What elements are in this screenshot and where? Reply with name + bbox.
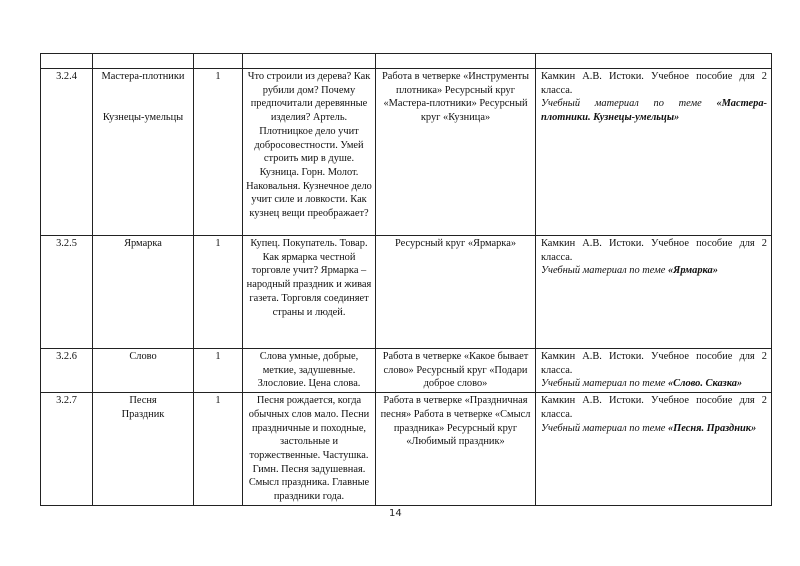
- lesson-literature: [536, 393, 772, 506]
- lesson-content: Песня рождается, когда обычных слов мало. Песни праздничные и походные, застольные и торжественные. Частушка. Гимн. Песня задушевная. Смысл праздника. Главные праздники года.: [243, 393, 376, 506]
- empty-cell: [243, 54, 376, 69]
- literature-source: Камкин А.В. Истоки. Учебное пособие для 2 класса.: [541, 238, 767, 263]
- lesson-content: Купец. Покупатель. Товар. Как ярмарка честной торговле учит? Ярмарка – народный праздник и живая газета. Торговля соединяет страны и людей.: [243, 236, 376, 349]
- lesson-title-line: Праздник: [121, 408, 165, 420]
- table-row: [41, 393, 772, 506]
- literature-source: Камкин А.В. Истоки. Учебное пособие для 2 класса.: [541, 71, 767, 96]
- literature-material-prefix: Учебный материал по теме: [541, 98, 717, 110]
- lesson-title-line: Кузнецы-умельцы: [102, 111, 184, 123]
- empty-cell: [194, 54, 243, 69]
- lesson-hours: 1: [194, 69, 243, 236]
- empty-cell: [41, 54, 93, 69]
- lesson-number: 3.2.6: [41, 349, 93, 393]
- lesson-title: [93, 236, 194, 349]
- lesson-literature: [536, 349, 772, 393]
- empty-cell: [536, 54, 772, 69]
- lesson-hours: 1: [194, 349, 243, 393]
- lesson-title-line: Песня: [129, 395, 157, 407]
- table-row: [41, 236, 772, 349]
- table-row: [41, 69, 772, 236]
- lesson-activity: Работа в четверке «Праздничная песня» Работа в четверке «Смысл праздника» Ресурсный круг «Любимый праздник»: [376, 393, 536, 506]
- lesson-title-line: Мастера-плотники: [101, 71, 185, 82]
- literature-material-topic: «Ярмарка»: [667, 265, 718, 277]
- lesson-title-line: Слово: [129, 351, 157, 362]
- table-row: [41, 349, 772, 393]
- empty-cell: [93, 54, 194, 69]
- lesson-number: 3.2.5: [41, 236, 93, 349]
- lesson-hours: 1: [194, 393, 243, 506]
- lesson-number: 3.2.7: [41, 393, 93, 506]
- lesson-activity: Ресурсный круг «Ярмарка»: [376, 236, 536, 349]
- literature-material-prefix: Учебный материал по теме: [541, 422, 668, 434]
- literature-material-topic: «Слово. Сказка»: [667, 378, 743, 390]
- lesson-literature: [536, 69, 772, 236]
- empty-cell: [376, 54, 536, 69]
- literature-source: Камкин А.В. Истоки. Учебное пособие для 2 класса.: [541, 395, 767, 420]
- curriculum-table: [40, 53, 772, 506]
- lesson-number: 3.2.4: [41, 69, 93, 236]
- lesson-content: Что строили из дерева? Как рубили дом? Почему предпочитали деревянные изделия? Артель. Плотницкое дело учит добросовестности. Умей строить мир в душе. Кузница. Горн. Молот. Наковальня. Кузнечное дело учит силе и ловкости. Как кузнец вещи преображает?: [243, 69, 376, 236]
- lesson-content: Слова умные, добрые, меткие, задушевные. Злословие. Цена слова.: [243, 349, 376, 393]
- page-number: 14: [389, 508, 402, 519]
- lesson-literature: [536, 236, 772, 349]
- literature-material-topic: «Песня. Праздник»: [667, 422, 757, 434]
- lesson-title: [93, 349, 194, 393]
- table-header-row-empty: [41, 54, 772, 69]
- lesson-hours: 1: [194, 236, 243, 349]
- lesson-title-line: Ярмарка: [124, 238, 162, 249]
- literature-source: Камкин А.В. Истоки. Учебное пособие для 2 класса.: [541, 351, 767, 376]
- literature-material-topic: «Мастера-плотники. Кузнецы-умельцы»: [541, 98, 767, 124]
- lesson-title: [93, 393, 194, 506]
- literature-material-prefix: Учебный материал по теме: [541, 378, 668, 390]
- lesson-activity: Работа в четверке «Инструменты плотника» Ресурсный круг «Мастера-плотники» Ресурсный круг «Кузница»: [376, 69, 536, 236]
- literature-material-prefix: Учебный материал по теме: [541, 265, 668, 277]
- lesson-title: [93, 69, 194, 236]
- spacer: [96, 84, 190, 111]
- lesson-activity: Работа в четверке «Какое бывает слово» Ресурсный круг «Подари доброе слово»: [376, 349, 536, 393]
